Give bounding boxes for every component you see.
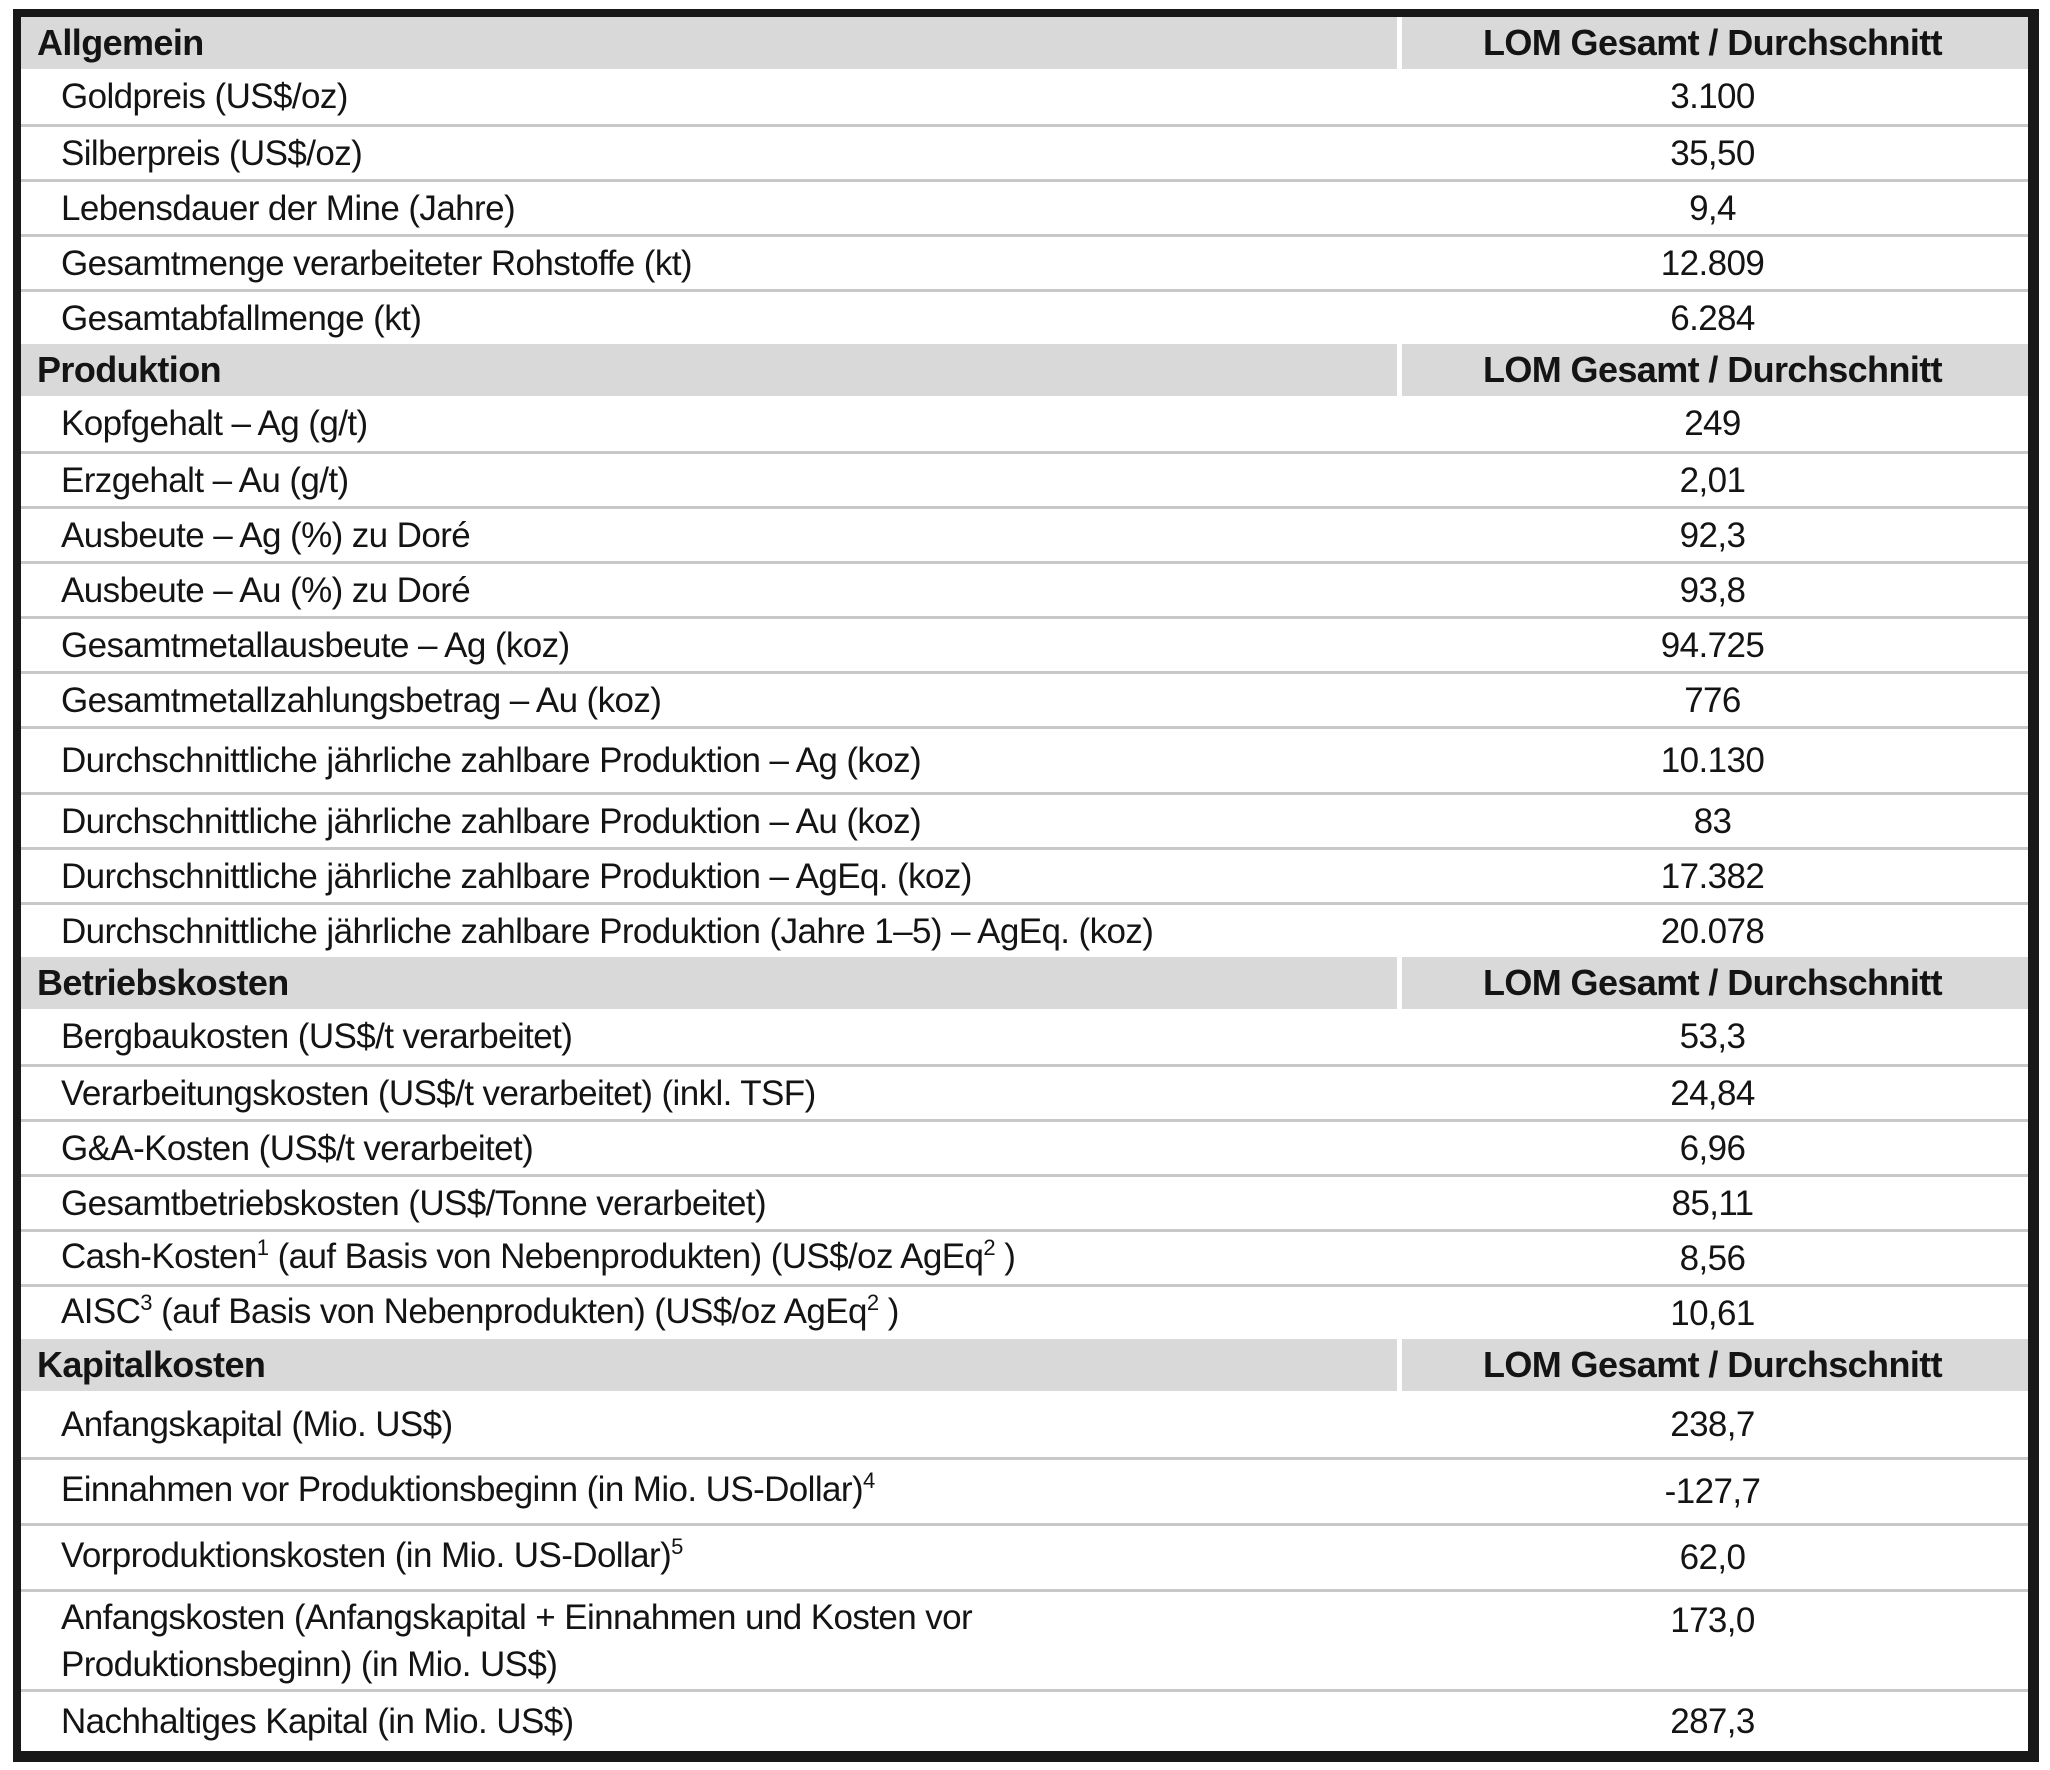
table-row: [21, 396, 2028, 451]
label-text: Bergbaukosten (US$/t verarbeitet): [61, 1017, 573, 1056]
label-text: (auf Basis von Nebenprodukten) (US$/oz AgEq: [268, 1236, 984, 1276]
row-label: [21, 798, 1397, 845]
row-value: 6.284: [1670, 298, 1755, 338]
section-0: [21, 17, 2028, 344]
column-divider: [1397, 1339, 1402, 1391]
row-value: 9,4: [1689, 188, 1736, 228]
value-column-header: LOM Gesamt / Durchschnitt: [1482, 22, 1943, 63]
label-text: Gesamtmetallausbeute – Ag (koz): [61, 625, 570, 665]
label-text: Goldpreis (US$/oz): [61, 77, 348, 116]
table-row: [21, 179, 2028, 234]
row-label: [21, 1698, 1397, 1745]
section-1: [21, 344, 2028, 957]
table-row: [21, 1009, 2028, 1064]
table-row: [21, 1589, 2028, 1689]
table-row: [21, 726, 2028, 792]
row-label: [21, 1125, 1397, 1172]
row-label: [21, 737, 1397, 784]
label-text: AISC: [61, 1291, 141, 1331]
table-row: [21, 69, 2028, 124]
row-value: 3.100: [1670, 77, 1755, 116]
superscript-footnote: 1: [256, 1234, 269, 1260]
table-row: [21, 671, 2028, 726]
label-text: Ausbeute – Ag (%) zu Doré: [61, 515, 471, 555]
label-text: Silberpreis (US$/oz): [61, 133, 363, 173]
table-row: [21, 289, 2028, 344]
row-value: 173,0: [1670, 1601, 1755, 1640]
row-value: 92,3: [1679, 515, 1746, 555]
section-2: [21, 957, 2028, 1339]
row-label: [21, 295, 1397, 342]
row-value: 12.809: [1660, 243, 1765, 283]
label-text: Produktionsbeginn) (in Mio. US$): [61, 1644, 558, 1684]
row-value: 10.130: [1660, 741, 1765, 780]
row-value: 8,56: [1679, 1238, 1746, 1278]
label-text: Einnahmen vor Produktionsbeginn (in Mio. US-Dollar): [61, 1470, 864, 1509]
label-text: ): [995, 1236, 1016, 1276]
section-header-row: [21, 17, 2028, 69]
row-value: 17.382: [1660, 856, 1765, 896]
section-title: Betriebskosten: [37, 962, 289, 1003]
section-header-row: [21, 1339, 2028, 1391]
row-label: [21, 677, 1397, 724]
table-row: [21, 902, 2028, 957]
label-text: Durchschnittliche jährliche zahlbare Produktion (Jahre 1–5) – AgEq. (koz): [61, 911, 1154, 951]
label-text: Lebensdauer der Mine (Jahre): [61, 188, 516, 228]
section-title: Allgemein: [37, 22, 204, 63]
table-row: [21, 792, 2028, 847]
label-text: G&A-Kosten (US$/t verarbeitet): [61, 1128, 534, 1168]
row-label: [21, 1233, 1397, 1284]
row-value: 249: [1684, 404, 1741, 443]
section-title: Produktion: [37, 349, 221, 390]
table-row: [21, 1229, 2028, 1284]
label-text: Gesamtbetriebskosten (US$/Tonne verarbeitet): [61, 1183, 767, 1223]
value-column-header: LOM Gesamt / Durchschnitt: [1482, 1344, 1943, 1385]
table-row: [21, 561, 2028, 616]
superscript-footnote: 4: [863, 1468, 875, 1493]
column-divider: [1397, 17, 1402, 69]
row-label: [21, 908, 1397, 955]
section-title: Kapitalkosten: [37, 1344, 266, 1385]
row-label: [21, 457, 1397, 504]
row-label: [21, 1070, 1397, 1117]
row-label: [21, 1013, 1397, 1060]
label-text: Durchschnittliche jährliche zahlbare Produktion – Au (koz): [61, 801, 922, 841]
row-label: [21, 240, 1397, 287]
table-row: [21, 1064, 2028, 1119]
row-value: 2,01: [1679, 460, 1746, 500]
superscript-footnote: 5: [671, 1534, 683, 1559]
column-divider: [1397, 344, 1402, 396]
table-row: [21, 1391, 2028, 1457]
label-text: Gesamtmetallzahlungsbetrag – Au (koz): [61, 680, 662, 720]
row-value: 35,50: [1670, 133, 1755, 173]
row-value: 53,3: [1679, 1017, 1746, 1056]
row-label: [21, 512, 1397, 559]
row-label: [21, 1594, 1397, 1688]
label-text: (auf Basis von Nebenprodukten) (US$/oz AgEq: [152, 1291, 867, 1331]
table-row: [21, 1119, 2028, 1174]
table-row: [21, 506, 2028, 561]
label-text: Gesamtabfallmenge (kt): [61, 298, 422, 338]
row-label: [21, 1180, 1397, 1227]
label-text: Durchschnittliche jährliche zahlbare Produktion – AgEq. (koz): [61, 856, 972, 896]
superscript-footnote: 3: [140, 1289, 153, 1315]
value-column-header: LOM Gesamt / Durchschnitt: [1482, 349, 1943, 390]
label-text: Ausbeute – Au (%) zu Doré: [61, 570, 471, 610]
row-label: [21, 1401, 1397, 1448]
lom-summary-table: [13, 9, 2039, 1762]
table-row: [21, 1523, 2028, 1589]
row-value: 238,7: [1670, 1404, 1755, 1444]
label-text: Vorproduktionskosten (in Mio. US-Dollar): [61, 1536, 672, 1575]
row-value: -127,7: [1664, 1472, 1761, 1511]
row-value: 6,96: [1679, 1128, 1746, 1168]
row-label: [21, 1466, 1397, 1517]
label-text: Nachhaltiges Kapital (in Mio. US$): [61, 1702, 574, 1741]
table-row: [21, 124, 2028, 179]
label-text: Durchschnittliche jährliche zahlbare Produktion – Ag (koz): [61, 741, 922, 780]
row-label: [21, 185, 1397, 232]
row-value: 85,11: [1671, 1183, 1754, 1223]
row-label: [21, 130, 1397, 177]
label-text: ): [878, 1291, 899, 1331]
row-label: [21, 73, 1397, 120]
value-column-header: LOM Gesamt / Durchschnitt: [1482, 962, 1943, 1003]
table-row: [21, 616, 2028, 671]
section-header-row: [21, 957, 2028, 1009]
label-text: Kopfgehalt – Ag (g/t): [61, 404, 368, 443]
row-value: 776: [1684, 680, 1741, 720]
table-row: [21, 234, 2028, 289]
column-divider: [1397, 957, 1402, 1009]
row-value: 62,0: [1679, 1538, 1746, 1577]
table-row: [21, 847, 2028, 902]
row-value: 287,3: [1670, 1702, 1755, 1741]
row-value: 10,61: [1670, 1293, 1755, 1333]
table-row: [21, 1457, 2028, 1523]
label-text: Verarbeitungskosten (US$/t verarbeitet) (inkl. TSF): [61, 1073, 816, 1113]
label-text: Anfangskapital (Mio. US$): [61, 1404, 453, 1444]
row-value: 94.725: [1660, 625, 1765, 665]
label-text: Cash-Kosten: [61, 1236, 257, 1276]
table-row: [21, 1174, 2028, 1229]
section-3: [21, 1339, 2028, 1751]
table-row: [21, 451, 2028, 506]
row-label: [21, 1532, 1397, 1583]
label-text: Anfangskosten (Anfangskapital + Einnahmen und Kosten vor: [61, 1597, 973, 1637]
superscript-footnote: 2: [866, 1289, 879, 1315]
section-header-row: [21, 344, 2028, 396]
table-row: [21, 1284, 2028, 1339]
row-value: 83: [1693, 801, 1732, 841]
label-text: Erzgehalt – Au (g/t): [61, 460, 349, 500]
table-row: [21, 1689, 2028, 1751]
row-value: 24,84: [1670, 1073, 1755, 1113]
row-label: [21, 567, 1397, 614]
label-text: Gesamtmenge verarbeiteter Rohstoffe (kt): [61, 243, 692, 283]
superscript-footnote: 2: [983, 1234, 996, 1260]
row-value: 93,8: [1679, 570, 1746, 610]
row-value: 20.078: [1660, 911, 1765, 951]
row-label: [21, 1288, 1397, 1339]
row-label: [21, 400, 1397, 447]
row-label: [21, 622, 1397, 669]
row-label: [21, 853, 1397, 900]
